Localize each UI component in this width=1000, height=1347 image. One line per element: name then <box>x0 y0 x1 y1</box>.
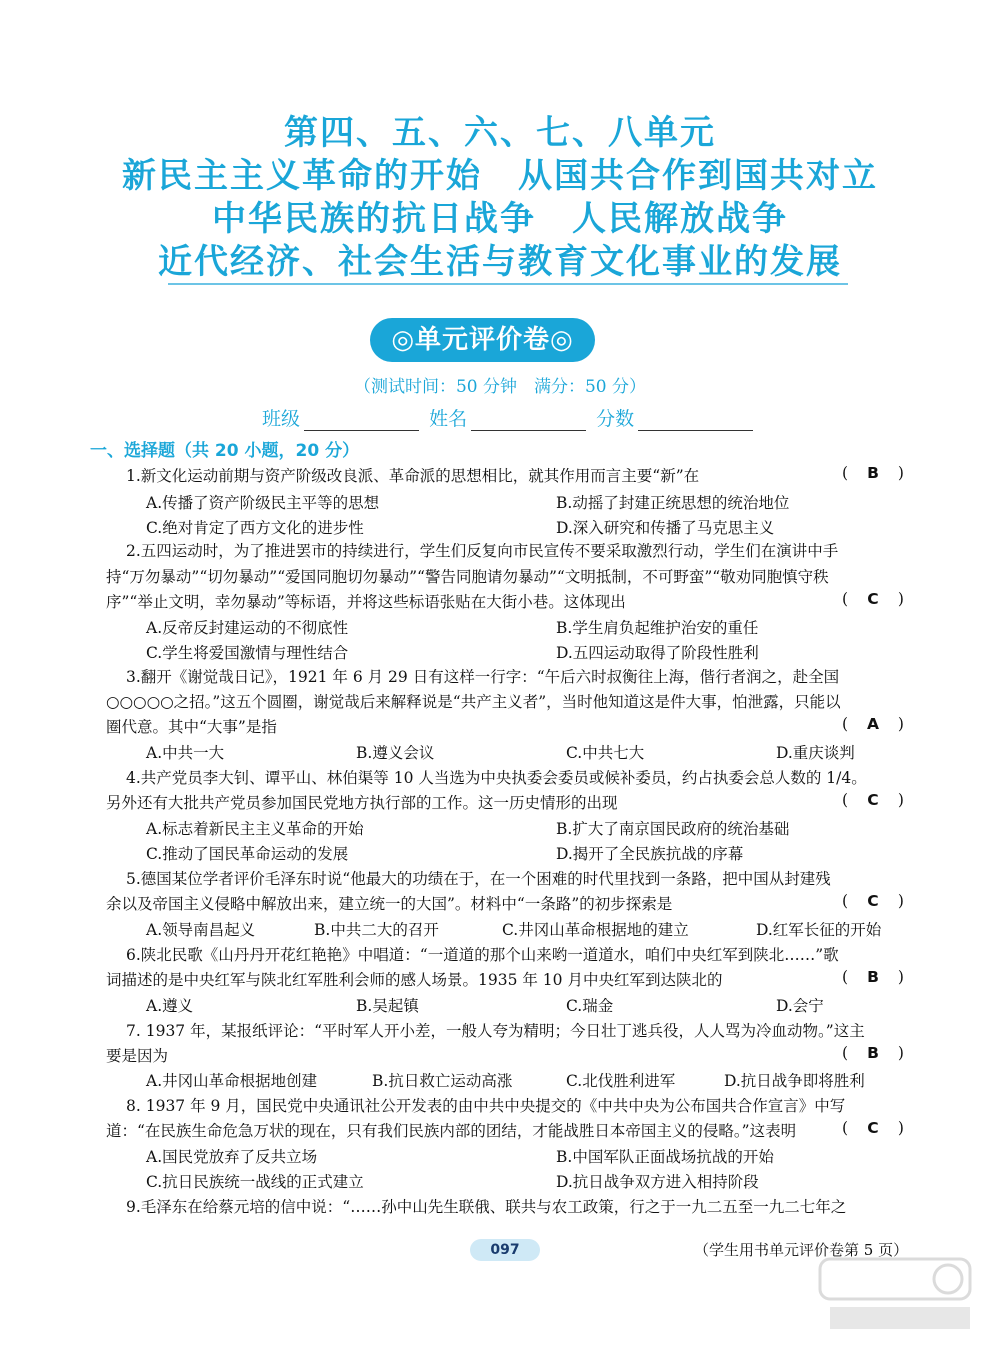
question-7-option-a: A.井冈山革命根据地创建 <box>146 1072 318 1090</box>
question-2-line-2: 持“万勿暴动”“切勿暴动”“爱国同胞切勿暴动”“警告同胞请勿暴动”“文明抵制，不可野蛮”“敬劝同胞慎守秩 <box>106 568 829 586</box>
question-8-answer: ( C ) <box>842 1119 904 1137</box>
question-8-option-b: B.中国军队正面战场抗战的开始 <box>556 1148 774 1166</box>
question-5-option-d: D.红军长征的开始 <box>756 921 882 939</box>
question-8-option-c: C.抗日民族统一战线的正式建立 <box>146 1173 364 1191</box>
question-8-line-2: 道：“在民族生命危急万状的现在，只有我们民族内部的团结，才能战胜日本帝国主义的侵略。”这表明 <box>106 1122 797 1140</box>
question-6-option-c: C.瑞金 <box>566 997 614 1015</box>
title-line-3: 中华民族的抗日战争 人民解放战争 <box>212 199 788 239</box>
name-blank[interactable] <box>471 410 586 431</box>
question-5-line-2: 余以及帝国主义侵略中解放出来，建立统一的大国”。材料中“一条路”的初步探索是 <box>106 895 673 913</box>
question-3-answer: ( A ) <box>842 715 904 733</box>
test-meta: （测试时间：50 分钟 满分：50 分） <box>353 377 647 397</box>
page-number: 097 <box>470 1239 540 1261</box>
watermark-logo <box>790 1255 980 1335</box>
question-6-line-2: 词描述的是中央红军与陕北红军胜利会师的感人场景。1935 年 10 月中央红军到达陕北的 <box>106 971 723 989</box>
question-6-option-a: A.遵义 <box>146 997 194 1015</box>
question-2-option-c: C.学生将爱国激情与理性结合 <box>146 644 349 662</box>
question-2-option-d: D.五四运动取得了阶段性胜利 <box>556 644 759 662</box>
question-8-option-d: D.抗日战争双方进入相持阶段 <box>556 1173 759 1191</box>
question-2-option-b: B.学生肩负起维护治安的重任 <box>556 619 759 637</box>
section-heading: 一、选择题（共 20 小题，20 分） <box>90 441 360 461</box>
question-2-option-a: A.反帝反封建运动的不彻底性 <box>146 619 349 637</box>
question-6-answer: ( B ) <box>842 968 904 986</box>
unit-title <box>0 112 1000 284</box>
page-footer: （学生用书单元评价卷第 5 页） <box>694 1241 909 1259</box>
question-4-line-1: 4.共产党员李大钊、谭平山、林伯渠等 10 人当选为中央执委会委员或候补委员，约占执委会总人数的 1/4。 <box>126 769 867 787</box>
title-line-4: 近代经济、社会生活与教育文化事业的发展 <box>158 242 842 282</box>
question-2-line-3: 序”“举止文明，幸勿暴动”等标语，并将这些标语张贴在大街小巷。这体现出 <box>106 593 626 611</box>
question-4-option-c: C.推动了国民革命运动的发展 <box>146 845 349 863</box>
question-6-option-b: B.吴起镇 <box>356 997 419 1015</box>
name-label: 姓名 <box>429 408 468 430</box>
question-4-option-b: B.扩大了南京国民政府的统治基础 <box>556 820 790 838</box>
question-4-line-2: 另外还有大批共产党员参加国民党地方执行部的工作。这一历史情形的出现 <box>106 794 618 812</box>
question-3-option-c: C.中共七大 <box>566 744 645 762</box>
score-label: 分数 <box>596 408 635 430</box>
question-5-line-1: 5.德国某位学者评价毛泽东时说“他最大的功绩在于，在一个困难的时代里找到一条路，把中国从封建残 <box>126 870 831 888</box>
question-1-option-a: A.传播了资产阶级民主平等的思想 <box>146 494 380 512</box>
question-5-answer: ( C ) <box>842 892 904 910</box>
question-6-option-d: D.会宁 <box>776 997 824 1015</box>
question-3-line-1: 3.翻开《谢觉哉日记》，1921 年 6 月 29 日有这样一行字：“午后六时叔衡往上海，偕行者润之，赴全国 <box>126 668 840 686</box>
question-8-option-a: A.国民党放弃了反共立场 <box>146 1148 318 1166</box>
question-2-answer: ( C ) <box>842 590 904 608</box>
score-blank[interactable] <box>638 410 753 431</box>
question-2-line-1: 2.五四运动时，为了推进罢市的持续进行，学生们反复向市民宣传不要采取激烈行动，学生们在演讲中手 <box>126 542 839 560</box>
question-1-answer: ( B ) <box>842 464 904 482</box>
question-4-answer: ( C ) <box>842 791 904 809</box>
question-5-option-a: A.领导南昌起义 <box>146 921 256 939</box>
question-7-option-c: C.北伐胜利进军 <box>566 1072 676 1090</box>
question-6-line-1: 6.陕北民歌《山丹丹开花红艳艳》中唱道：“一道道的那个山来哟一道道水，咱们中央红军到陕北……”歌 <box>126 946 839 964</box>
question-3-line-3: 圈代意。其中“大事”是指 <box>106 718 277 736</box>
question-3-option-a: A.中共一大 <box>146 744 225 762</box>
class-blank[interactable] <box>304 410 419 431</box>
question-7-answer: ( B ) <box>842 1044 904 1062</box>
title-line-1: 第四、五、六、七、八单元 <box>284 113 716 153</box>
question-1-option-c: C.绝对肯定了西方文化的进步性 <box>146 519 364 537</box>
question-4-option-d: D.揭开了全民族抗战的序幕 <box>556 845 744 863</box>
question-8-line-1: 8. 1937 年 9 月，国民党中央通讯社公开发表的由中共中央提交的《中共中央为公布国共合作宣言》中写 <box>126 1097 846 1115</box>
question-7-option-d: D.抗日战争即将胜利 <box>724 1072 865 1090</box>
question-1-option-d: D.深入研究和传播了马克思主义 <box>556 519 775 537</box>
unit-evaluation-badge: ◎单元评价卷◎ <box>370 318 595 362</box>
question-3-option-b: B.遵义会议 <box>356 744 435 762</box>
student-info-fields <box>262 404 757 431</box>
question-1-option-b: B.动摇了封建正统思想的统治地位 <box>556 494 790 512</box>
question-7-line-1: 7. 1937 年，某报纸评论：“平时军人开小差，一般人夸为精明；今日壮丁逃兵役，人人骂为冷血动物。”这主 <box>126 1022 865 1040</box>
question-3-line-2: ○○○○○之招。”这五个圆圈，谢觉哉后来解释说是“共产主义者”，当时他知道这是件大事，怕泄露，只能以 <box>106 693 841 711</box>
title-divider <box>168 283 848 285</box>
question-9-line-1: 9.毛泽东在给蔡元培的信中说：“……孙中山先生联俄、联共与农工政策，行之于一九二五至一九二七年之 <box>126 1198 847 1216</box>
class-label: 班级 <box>262 408 301 430</box>
question-3-option-d: D.重庆谈判 <box>776 744 855 762</box>
question-5-option-b: B.中共二大的召开 <box>314 921 439 939</box>
question-4-option-a: A.标志着新民主主义革命的开始 <box>146 820 364 838</box>
question-5-option-c: C.井冈山革命根据地的建立 <box>502 921 689 939</box>
question-7-line-2: 要是因为 <box>106 1047 169 1065</box>
question-1-stem: 1.新文化运动前期与资产阶级改良派、革命派的思想相比，就其作用而言主要“新”在 <box>126 467 700 485</box>
question-7-option-b: B.抗日救亡运动高涨 <box>372 1072 513 1090</box>
title-line-2: 新民主主义革命的开始 从国共合作到国共对立 <box>122 156 878 196</box>
